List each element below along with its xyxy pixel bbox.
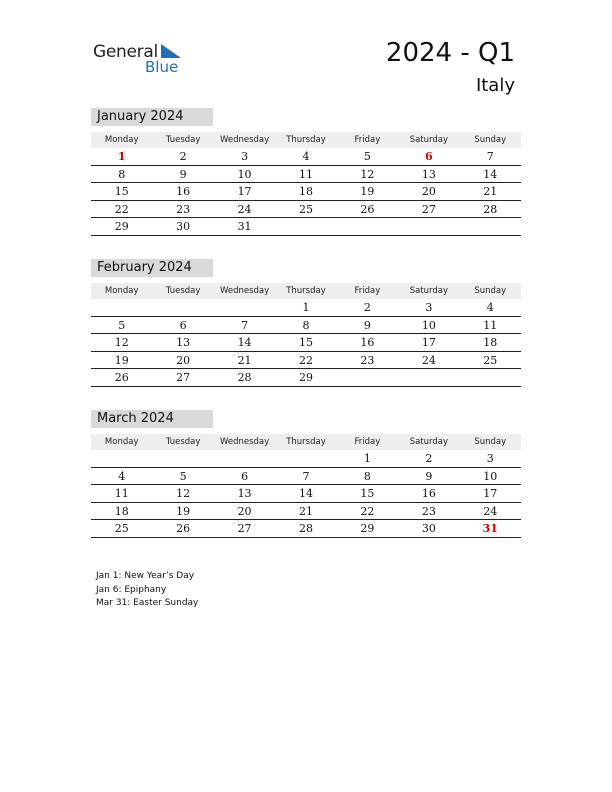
day-cell: 20 xyxy=(421,185,436,198)
day-cell: 13 xyxy=(421,167,436,181)
country-name: Italy xyxy=(475,75,515,96)
day-cell: 21 xyxy=(237,353,252,367)
day-cell: 9 xyxy=(425,469,433,483)
weekday-label: Wednesday xyxy=(219,135,270,145)
day-cell: 14 xyxy=(237,336,252,349)
day-cell xyxy=(337,369,398,386)
day-cell: 13 xyxy=(176,336,191,349)
day-cell: 9 xyxy=(179,167,187,181)
day-cell: 15 xyxy=(360,487,375,500)
day-cell: 2 xyxy=(179,150,187,163)
day-cell: 25 xyxy=(114,522,129,535)
day-cell: 24 xyxy=(483,504,498,518)
month-title: March 2024 xyxy=(91,410,213,428)
weekday-label: Sunday xyxy=(474,286,507,296)
day-cell: 24 xyxy=(421,353,436,367)
day-cell: 22 xyxy=(114,202,129,216)
day-cell xyxy=(214,450,275,467)
day-cell: 2 xyxy=(363,301,371,314)
week-row xyxy=(91,299,521,317)
week-row xyxy=(91,148,521,166)
holiday-item: Jan 1: New Year’s Day xyxy=(96,571,195,581)
weekday-label: Monday xyxy=(104,286,139,296)
day-cell: 16 xyxy=(360,336,375,349)
week-row xyxy=(91,520,521,538)
weekday-label: Monday xyxy=(104,135,139,145)
day-cell: 17 xyxy=(237,185,252,198)
day-cell xyxy=(214,299,275,316)
day-cell: 20 xyxy=(176,353,191,367)
day-cell: 19 xyxy=(360,185,375,198)
day-cell: 29 xyxy=(114,220,129,233)
holiday-day-cell: 1 xyxy=(117,150,126,163)
day-cell: 18 xyxy=(298,185,313,198)
week-row xyxy=(91,201,521,219)
holiday-item: Jan 6: Epiphany xyxy=(96,584,167,595)
weekday-label: Friday xyxy=(354,437,381,447)
weekday-label: Tuesday xyxy=(165,437,201,447)
day-cell: 2 xyxy=(425,452,433,465)
day-cell: 26 xyxy=(114,371,129,384)
day-cell: 28 xyxy=(298,522,313,535)
day-cell: 9 xyxy=(363,318,371,332)
day-cell xyxy=(460,218,521,235)
week-row xyxy=(91,503,521,521)
day-cell xyxy=(91,299,152,316)
weekday-label: Monday xyxy=(104,437,139,447)
day-cell: 3 xyxy=(486,452,494,465)
week-row xyxy=(91,218,521,236)
day-cell: 23 xyxy=(421,504,436,518)
day-cell xyxy=(460,369,521,386)
day-cell: 23 xyxy=(360,353,375,367)
day-cell xyxy=(275,218,336,235)
day-cell: 5 xyxy=(179,469,187,483)
week-row xyxy=(91,369,521,387)
week-row xyxy=(91,468,521,486)
holiday-item: Mar 31: Easter Sunday xyxy=(96,598,199,608)
day-cell: 4 xyxy=(302,150,310,163)
day-cell: 29 xyxy=(360,522,375,535)
week-row xyxy=(91,317,521,335)
month-march xyxy=(91,410,521,538)
day-cell: 28 xyxy=(483,202,498,216)
day-cell: 25 xyxy=(298,202,313,216)
day-cell: 27 xyxy=(237,522,252,535)
day-cell: 7 xyxy=(486,150,494,163)
day-cell: 10 xyxy=(483,469,498,483)
weekday-label: Thursday xyxy=(286,437,326,447)
day-cell: 14 xyxy=(298,487,313,500)
weekday-label: Saturday xyxy=(409,286,448,296)
week-row xyxy=(91,485,521,503)
page-title: 2024 - Q1 xyxy=(385,38,515,68)
day-cell: 14 xyxy=(483,167,498,181)
day-cell: 6 xyxy=(179,318,187,332)
day-cell: 1 xyxy=(302,301,310,314)
day-cell xyxy=(91,450,152,467)
day-cell xyxy=(398,218,459,235)
day-cell: 8 xyxy=(363,469,371,483)
day-cell: 8 xyxy=(118,167,126,181)
weekday-label: Saturday xyxy=(409,437,448,447)
day-cell: 16 xyxy=(176,185,191,198)
holiday-list xyxy=(96,570,198,611)
day-cell: 4 xyxy=(486,301,494,314)
day-cell xyxy=(337,218,398,235)
week-row xyxy=(91,334,521,352)
day-cell: 18 xyxy=(114,504,129,518)
day-cell: 23 xyxy=(176,202,191,216)
day-cell: 7 xyxy=(302,469,310,483)
month-january xyxy=(91,108,521,236)
day-cell: 1 xyxy=(363,452,371,465)
holiday-day-cell: 6 xyxy=(425,150,433,163)
generalblue-logo xyxy=(93,40,193,80)
day-cell: 5 xyxy=(118,318,126,332)
week-row xyxy=(91,352,521,370)
day-cell: 13 xyxy=(237,487,252,500)
day-cell: 10 xyxy=(421,318,436,332)
day-cell: 12 xyxy=(114,336,129,349)
day-cell: 3 xyxy=(425,301,433,314)
day-cell: 3 xyxy=(241,150,249,163)
weekday-label: Tuesday xyxy=(165,286,201,296)
day-cell: 31 xyxy=(237,220,252,233)
day-cell: 11 xyxy=(114,487,129,500)
day-cell: 22 xyxy=(360,504,375,518)
weekday-header-row xyxy=(91,132,521,148)
day-cell xyxy=(275,450,336,467)
day-cell: 16 xyxy=(421,487,436,500)
day-cell: 8 xyxy=(302,318,310,332)
day-cell: 29 xyxy=(298,371,313,384)
day-cell: 17 xyxy=(421,336,436,349)
weekday-label: Tuesday xyxy=(165,135,201,145)
day-cell: 24 xyxy=(237,202,252,216)
weekday-label: Wednesday xyxy=(219,286,270,296)
weekday-label: Friday xyxy=(354,135,381,145)
logo-blue-text: Blue xyxy=(145,58,179,76)
weekday-label: Wednesday xyxy=(219,437,270,447)
day-cell: 27 xyxy=(176,371,191,384)
day-cell: 21 xyxy=(298,504,313,518)
day-cell: 22 xyxy=(298,353,313,367)
day-cell: 26 xyxy=(176,522,191,535)
day-cell: 15 xyxy=(114,185,129,198)
day-cell: 18 xyxy=(483,336,498,349)
month-february xyxy=(91,259,521,387)
day-cell xyxy=(152,299,213,316)
holiday-day-cell: 31 xyxy=(482,522,498,535)
month-title: January 2024 xyxy=(91,108,213,126)
day-cell: 10 xyxy=(237,167,252,181)
week-row xyxy=(91,450,521,468)
day-cell: 20 xyxy=(237,504,252,518)
day-cell: 17 xyxy=(483,487,498,500)
day-cell: 21 xyxy=(483,185,498,198)
day-cell: 19 xyxy=(176,504,191,518)
day-cell: 25 xyxy=(483,353,498,367)
day-cell: 15 xyxy=(298,336,313,349)
weekday-label: Friday xyxy=(354,286,381,296)
day-cell: 12 xyxy=(360,167,375,181)
week-row xyxy=(91,183,521,201)
weekday-header-row xyxy=(91,283,521,299)
day-cell: 30 xyxy=(421,522,436,535)
day-cell: 4 xyxy=(118,469,126,483)
month-title: February 2024 xyxy=(91,259,213,277)
weekday-label: Saturday xyxy=(409,135,448,145)
day-cell: 26 xyxy=(360,202,375,216)
day-cell: 12 xyxy=(176,487,191,500)
day-cell: 19 xyxy=(114,353,129,367)
day-cell: 11 xyxy=(298,167,313,181)
weekday-label: Thursday xyxy=(286,135,326,145)
blue-triangle-icon xyxy=(161,44,183,60)
day-cell: 6 xyxy=(241,469,249,483)
day-cell: 7 xyxy=(241,318,249,332)
week-row xyxy=(91,166,521,184)
day-cell: 11 xyxy=(483,318,498,332)
day-cell xyxy=(398,369,459,386)
day-cell: 30 xyxy=(176,220,191,233)
day-cell: 28 xyxy=(237,371,252,384)
weekday-label: Thursday xyxy=(286,286,326,296)
day-cell: 27 xyxy=(421,202,436,216)
weekday-header-row xyxy=(91,434,521,450)
day-cell: 5 xyxy=(363,150,371,163)
weekday-label: Sunday xyxy=(474,135,507,145)
logo-general-text: General xyxy=(93,42,158,62)
weekday-label: Sunday xyxy=(474,437,507,447)
day-cell xyxy=(152,450,213,467)
